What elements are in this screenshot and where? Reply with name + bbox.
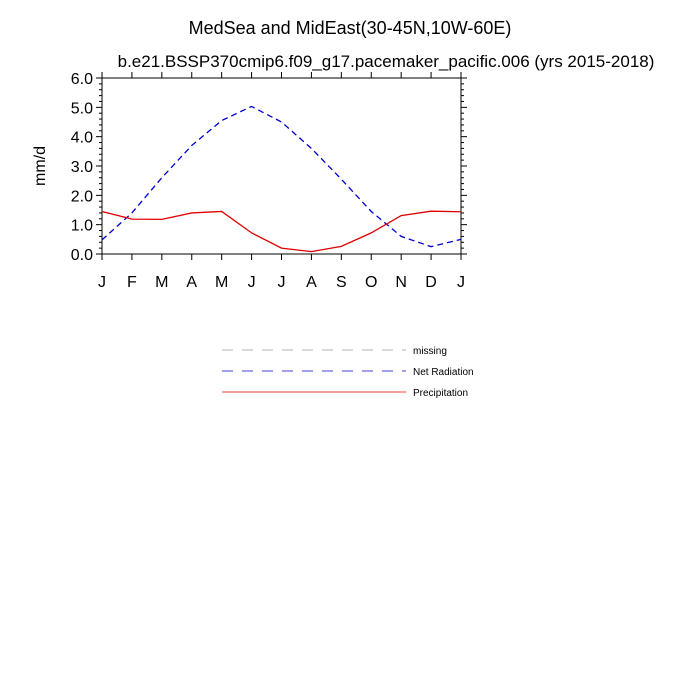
series-line-net-radiation — [102, 106, 461, 246]
y-tick-label: 2.0 — [70, 188, 93, 206]
x-tick-label: O — [365, 274, 378, 291]
x-tick-label: A — [306, 274, 317, 291]
x-tick-label: D — [425, 274, 437, 291]
x-tick-label: N — [395, 274, 407, 291]
y-axis-label: mm/d — [32, 146, 49, 186]
series-line-precipitation — [102, 211, 461, 251]
x-tick-label: A — [186, 274, 198, 291]
plot-area — [71, 71, 467, 291]
y-tick-label: 5.0 — [70, 100, 93, 118]
x-tick-label: J — [98, 274, 106, 291]
x-tick-label: M — [215, 274, 229, 291]
chart-subtitle: b.e21.BSSP370cmip6.f09_g17.pacemaker_pacific.006 (yrs 2015-2018) — [117, 52, 655, 71]
y-tick-label: 4.0 — [70, 129, 93, 147]
legend-label: Net Radiation — [413, 367, 474, 378]
y-tick-label: 6.0 — [70, 71, 93, 88]
y-tick-label: 1.0 — [70, 217, 93, 235]
y-tick-label: 3.0 — [70, 159, 93, 176]
legend-label: missing — [413, 346, 447, 357]
plot-frame — [102, 78, 461, 254]
x-tick-label: M — [155, 274, 169, 291]
chart-title: MedSea and MidEast(30-45N,10W-60E) — [188, 18, 512, 38]
x-tick-label: J — [277, 274, 286, 291]
x-tick-label: J — [457, 274, 465, 291]
x-tick-label: J — [247, 274, 256, 291]
y-tick-label: 0.0 — [70, 247, 93, 264]
x-tick-label: F — [127, 274, 137, 291]
legend-label: Precipitation — [413, 388, 469, 399]
x-tick-label: S — [335, 274, 347, 291]
legend — [222, 346, 474, 399]
